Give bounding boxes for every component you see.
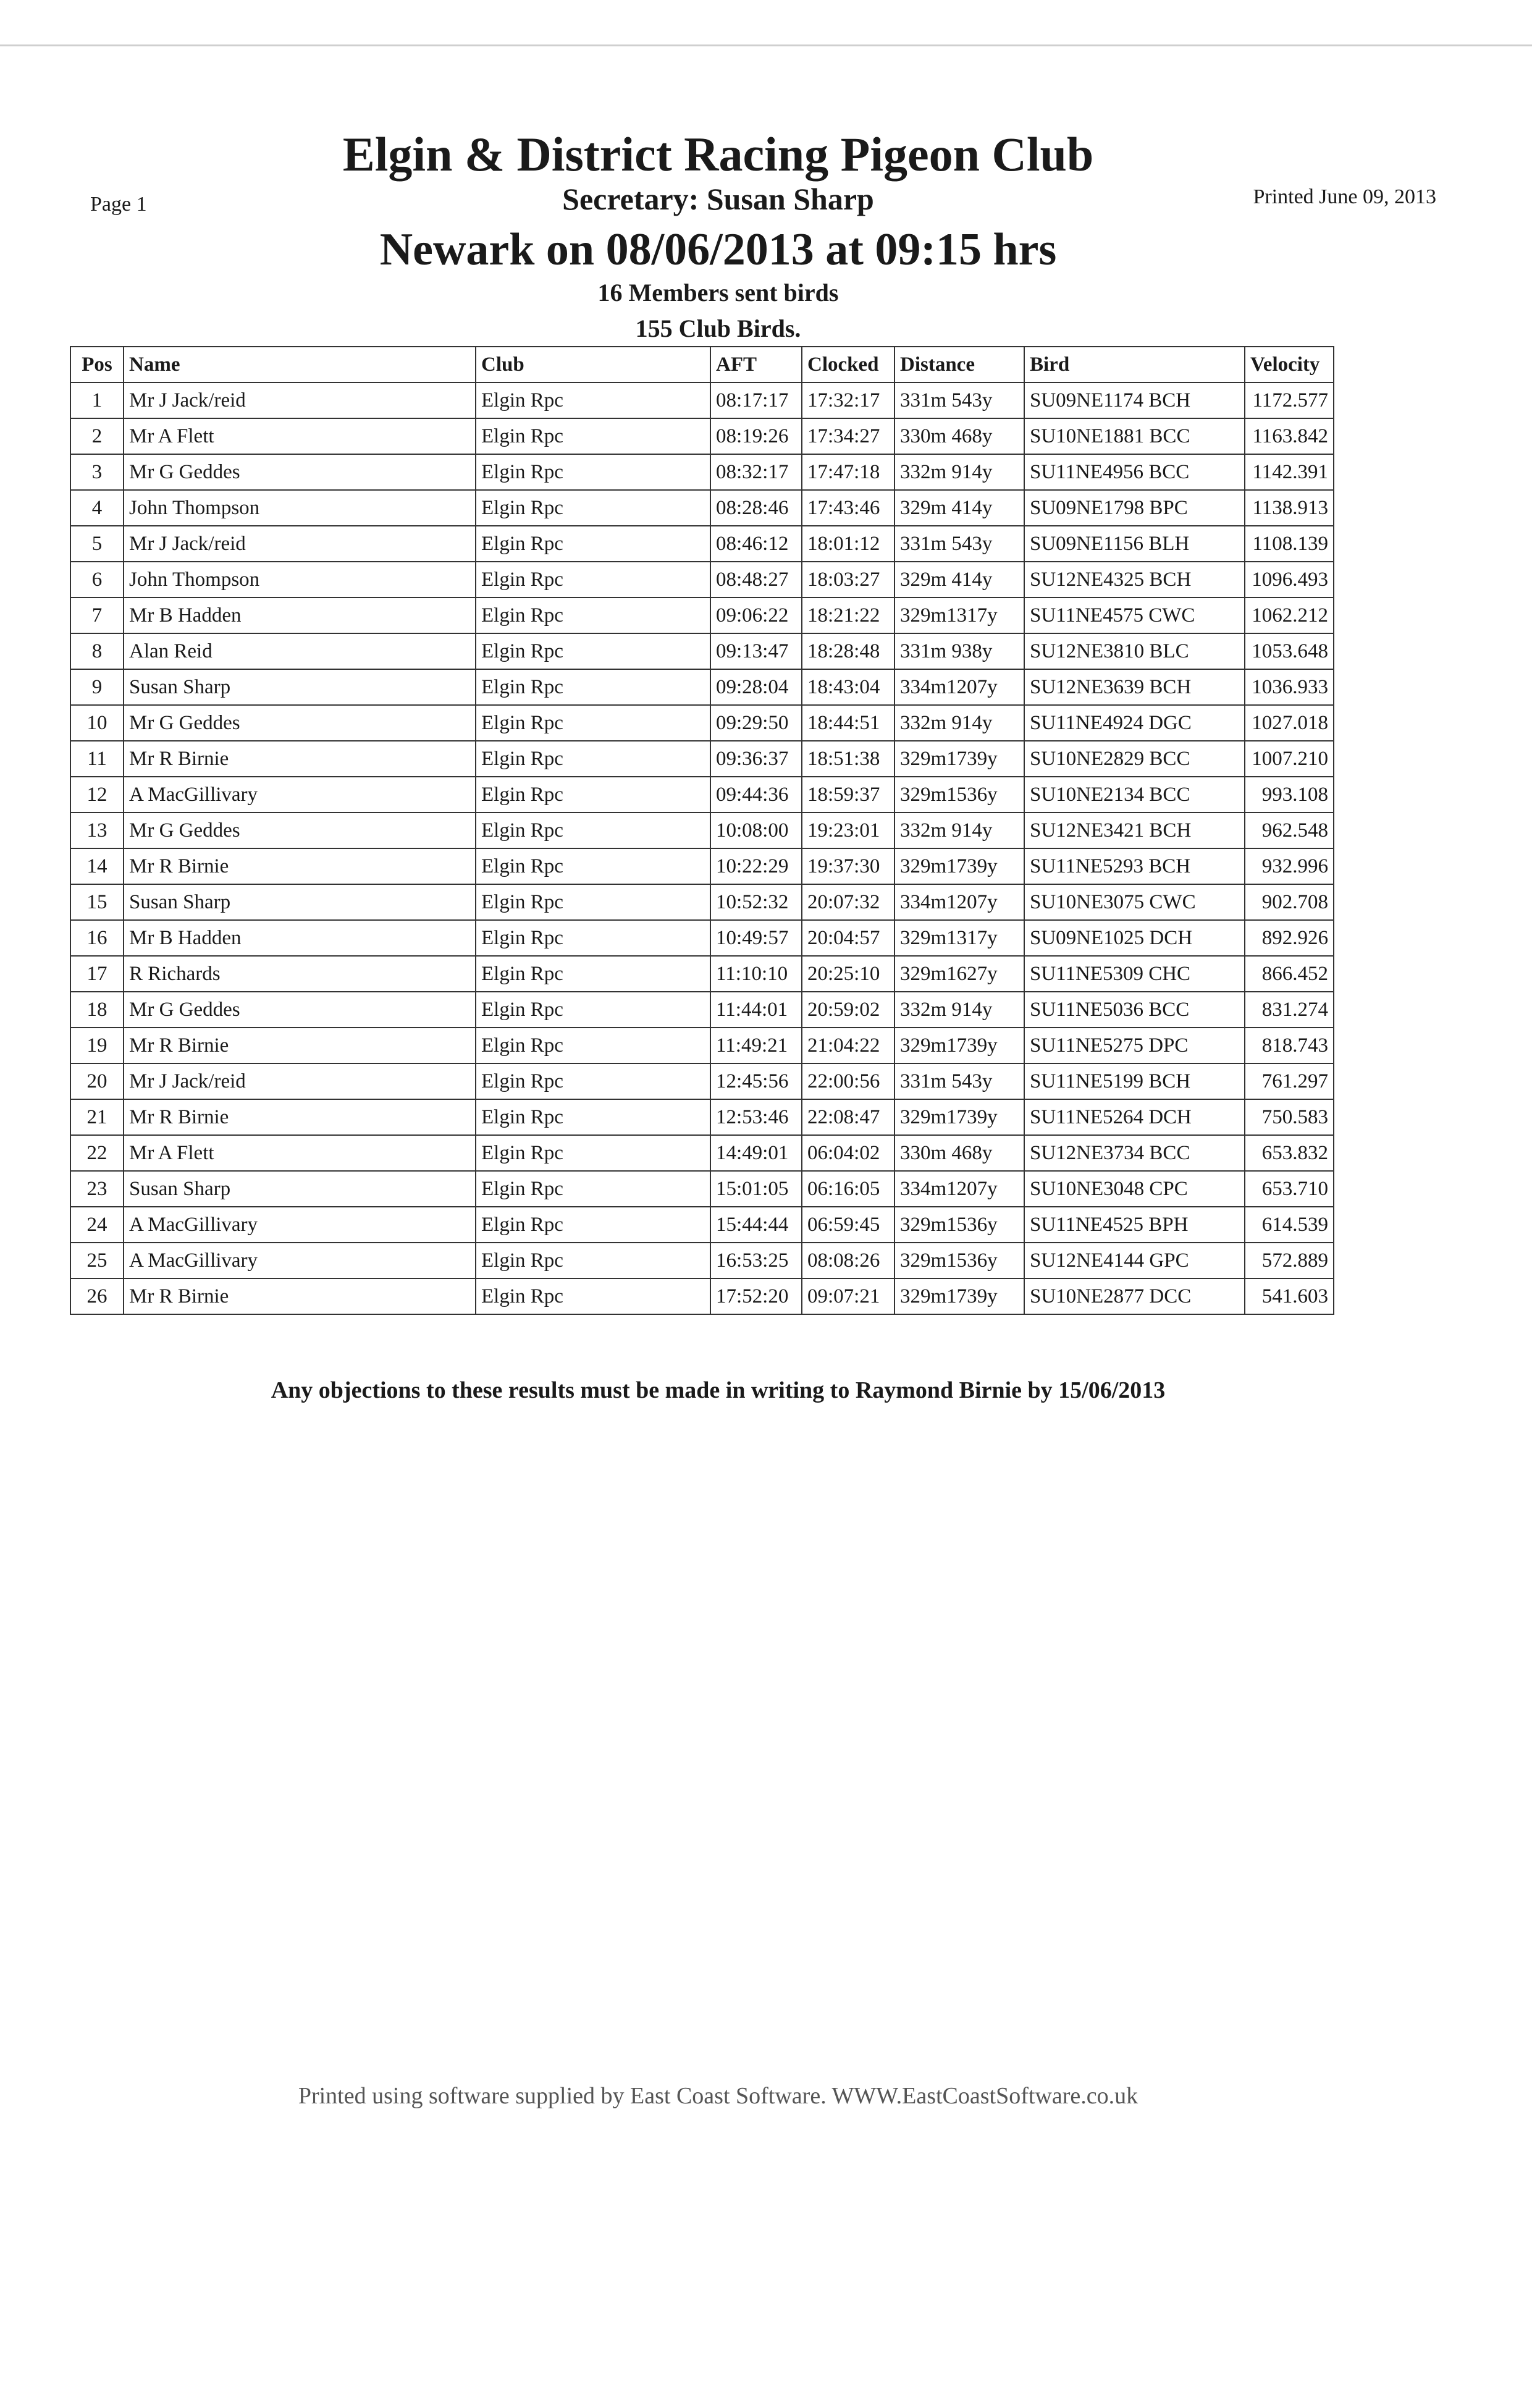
- pos-cell: 4: [70, 490, 124, 526]
- table-row: [70, 1099, 1334, 1135]
- clocked-cell: 20:07:32: [802, 884, 894, 920]
- distance-cell: 334m1207y: [894, 884, 1024, 920]
- club-cell: Elgin Rpc: [476, 490, 710, 526]
- velocity-cell: 1142.391: [1245, 454, 1334, 490]
- table-row: [70, 669, 1334, 705]
- bird-cell: SU11NE4575 CWC: [1024, 598, 1245, 633]
- clocked-cell: 17:34:27: [802, 418, 894, 454]
- pos-cell: 2: [70, 418, 124, 454]
- clocked-cell: 09:07:21: [802, 1278, 894, 1314]
- bird-cell: SU10NE2877 DCC: [1024, 1278, 1245, 1314]
- club-cell: Elgin Rpc: [476, 992, 710, 1028]
- bird-cell: SU12NE3810 BLC: [1024, 633, 1245, 669]
- bird-cell: SU11NE4924 DGC: [1024, 705, 1245, 741]
- name-cell: Mr G Geddes: [124, 813, 476, 848]
- clocked-cell: 18:03:27: [802, 562, 894, 598]
- distance-cell: 329m1317y: [894, 920, 1024, 956]
- bird-cell: SU09NE1798 BPC: [1024, 490, 1245, 526]
- pos-cell: 12: [70, 777, 124, 813]
- clocked-cell: 22:08:47: [802, 1099, 894, 1135]
- aft-cell: 17:52:20: [710, 1278, 802, 1314]
- clocked-cell: 18:59:37: [802, 777, 894, 813]
- pos-cell: 23: [70, 1171, 124, 1207]
- pos-cell: 15: [70, 884, 124, 920]
- velocity-cell: 750.583: [1245, 1099, 1334, 1135]
- clocked-cell: 20:59:02: [802, 992, 894, 1028]
- clocked-cell: 18:01:12: [802, 526, 894, 562]
- velocity-cell: 1036.933: [1245, 669, 1334, 705]
- pos-cell: 18: [70, 992, 124, 1028]
- name-cell: Mr J Jack/reid: [124, 526, 476, 562]
- printed-date: Printed June 09, 2013: [1253, 185, 1436, 208]
- aft-cell: 08:48:27: [710, 562, 802, 598]
- name-cell: A MacGillivary: [124, 777, 476, 813]
- table-row: [70, 633, 1334, 669]
- table-row: [70, 490, 1334, 526]
- aft-cell: 08:19:26: [710, 418, 802, 454]
- club-cell: Elgin Rpc: [476, 920, 710, 956]
- table-row: [70, 777, 1334, 813]
- velocity-cell: 1163.842: [1245, 418, 1334, 454]
- aft-cell: 09:29:50: [710, 705, 802, 741]
- velocity-cell: 932.996: [1245, 848, 1334, 884]
- bird-cell: SU10NE3048 CPC: [1024, 1171, 1245, 1207]
- velocity-cell: 1172.577: [1245, 382, 1334, 418]
- club-cell: Elgin Rpc: [476, 1278, 710, 1314]
- clocked-cell: 19:37:30: [802, 848, 894, 884]
- distance-cell: 332m 914y: [894, 813, 1024, 848]
- distance-cell: 329m1739y: [894, 741, 1024, 777]
- velocity-cell: 892.926: [1245, 920, 1334, 956]
- bird-cell: SU11NE5293 BCH: [1024, 848, 1245, 884]
- table-row: [70, 1063, 1334, 1099]
- name-cell: A MacGillivary: [124, 1243, 476, 1278]
- table-row: [70, 562, 1334, 598]
- name-cell: A MacGillivary: [124, 1207, 476, 1243]
- club-cell: Elgin Rpc: [476, 633, 710, 669]
- name-cell: Mr R Birnie: [124, 1099, 476, 1135]
- clocked-cell: 08:08:26: [802, 1243, 894, 1278]
- bird-cell: SU12NE3421 BCH: [1024, 813, 1245, 848]
- distance-cell: 329m1317y: [894, 598, 1024, 633]
- name-cell: Susan Sharp: [124, 1171, 476, 1207]
- club-cell: Elgin Rpc: [476, 1063, 710, 1099]
- aft-cell: 10:49:57: [710, 920, 802, 956]
- distance-cell: 329m1536y: [894, 1207, 1024, 1243]
- aft-cell: 12:53:46: [710, 1099, 802, 1135]
- aft-cell: 09:28:04: [710, 669, 802, 705]
- aft-cell: 15:44:44: [710, 1207, 802, 1243]
- pos-cell: 19: [70, 1028, 124, 1063]
- pos-cell: 16: [70, 920, 124, 956]
- distance-cell: 331m 543y: [894, 526, 1024, 562]
- aft-cell: 10:52:32: [710, 884, 802, 920]
- club-cell: Elgin Rpc: [476, 669, 710, 705]
- clocked-cell: 18:43:04: [802, 669, 894, 705]
- distance-cell: 329m1739y: [894, 1028, 1024, 1063]
- table-row: [70, 956, 1334, 992]
- table-row: [70, 454, 1334, 490]
- table-row: [70, 1278, 1334, 1314]
- bird-cell: SU11NE5264 DCH: [1024, 1099, 1245, 1135]
- table-row: [70, 741, 1334, 777]
- name-cell: Mr B Hadden: [124, 920, 476, 956]
- club-cell: Elgin Rpc: [476, 884, 710, 920]
- table-row: [70, 992, 1334, 1028]
- distance-cell: 331m 543y: [894, 1063, 1024, 1099]
- name-cell: Mr R Birnie: [124, 1278, 476, 1314]
- club-cell: Elgin Rpc: [476, 741, 710, 777]
- clocked-cell: 18:28:48: [802, 633, 894, 669]
- velocity-cell: 572.889: [1245, 1243, 1334, 1278]
- pos-cell: 5: [70, 526, 124, 562]
- name-cell: Mr R Birnie: [124, 848, 476, 884]
- bird-cell: SU11NE4525 BPH: [1024, 1207, 1245, 1243]
- club-cell: Elgin Rpc: [476, 705, 710, 741]
- aft-cell: 11:49:21: [710, 1028, 802, 1063]
- distance-cell: 329m1739y: [894, 848, 1024, 884]
- club-cell: Elgin Rpc: [476, 956, 710, 992]
- table-row: [70, 418, 1334, 454]
- velocity-cell: 653.832: [1245, 1135, 1334, 1171]
- clocked-cell: 20:04:57: [802, 920, 894, 956]
- distance-cell: 329m1536y: [894, 777, 1024, 813]
- aft-cell: 14:49:01: [710, 1135, 802, 1171]
- velocity-cell: 818.743: [1245, 1028, 1334, 1063]
- header-pos: Pos: [70, 347, 124, 382]
- clocked-cell: 17:43:46: [802, 490, 894, 526]
- clocked-cell: 18:44:51: [802, 705, 894, 741]
- club-cell: Elgin Rpc: [476, 454, 710, 490]
- velocity-cell: 902.708: [1245, 884, 1334, 920]
- velocity-cell: 1027.018: [1245, 705, 1334, 741]
- table-row: [70, 1135, 1334, 1171]
- header-name: Name: [124, 347, 476, 382]
- clocked-cell: 17:47:18: [802, 454, 894, 490]
- header-distance: Distance: [894, 347, 1024, 382]
- name-cell: Mr A Flett: [124, 418, 476, 454]
- distance-cell: 331m 938y: [894, 633, 1024, 669]
- name-cell: Susan Sharp: [124, 884, 476, 920]
- club-cell: Elgin Rpc: [476, 382, 710, 418]
- club-cell: Elgin Rpc: [476, 598, 710, 633]
- bird-cell: SU10NE2134 BCC: [1024, 777, 1245, 813]
- club-cell: Elgin Rpc: [476, 418, 710, 454]
- distance-cell: 330m 468y: [894, 1135, 1024, 1171]
- name-cell: Mr R Birnie: [124, 741, 476, 777]
- clocked-cell: 06:59:45: [802, 1207, 894, 1243]
- aft-cell: 16:53:25: [710, 1243, 802, 1278]
- club-cell: Elgin Rpc: [476, 562, 710, 598]
- distance-cell: 334m1207y: [894, 1171, 1024, 1207]
- distance-cell: 329m1627y: [894, 956, 1024, 992]
- pos-cell: 11: [70, 741, 124, 777]
- bird-cell: SU11NE5199 BCH: [1024, 1063, 1245, 1099]
- bird-cell: SU11NE5036 BCC: [1024, 992, 1245, 1028]
- clocked-cell: 06:04:02: [802, 1135, 894, 1171]
- name-cell: Mr B Hadden: [124, 598, 476, 633]
- name-cell: John Thompson: [124, 490, 476, 526]
- table-row: [70, 1243, 1334, 1278]
- distance-cell: 334m1207y: [894, 669, 1024, 705]
- distance-cell: 331m 543y: [894, 382, 1024, 418]
- aft-cell: 12:45:56: [710, 1063, 802, 1099]
- clocked-cell: 19:23:01: [802, 813, 894, 848]
- aft-cell: 15:01:05: [710, 1171, 802, 1207]
- clocked-cell: 20:25:10: [802, 956, 894, 992]
- bird-cell: SU11NE5309 CHC: [1024, 956, 1245, 992]
- distance-cell: 332m 914y: [894, 705, 1024, 741]
- aft-cell: 08:32:17: [710, 454, 802, 490]
- club-birds-count: 155 Club Birds.: [635, 315, 801, 342]
- pos-cell: 8: [70, 633, 124, 669]
- distance-cell: 332m 914y: [894, 454, 1024, 490]
- table-row: [70, 813, 1334, 848]
- velocity-cell: 653.710: [1245, 1171, 1334, 1207]
- clocked-cell: 22:00:56: [802, 1063, 894, 1099]
- bird-cell: SU09NE1156 BLH: [1024, 526, 1245, 562]
- pos-cell: 24: [70, 1207, 124, 1243]
- name-cell: Susan Sharp: [124, 669, 476, 705]
- aft-cell: 09:44:36: [710, 777, 802, 813]
- club-title: Elgin & District Racing Pigeon Club: [342, 127, 1094, 181]
- pos-cell: 25: [70, 1243, 124, 1278]
- club-cell: Elgin Rpc: [476, 526, 710, 562]
- club-cell: Elgin Rpc: [476, 1099, 710, 1135]
- bird-cell: SU11NE4956 BCC: [1024, 454, 1245, 490]
- objections-notice: Any objections to these results must be made in writing to Raymond Birnie by 15/06/2013: [271, 1377, 1166, 1403]
- bird-cell: SU12NE3639 BCH: [1024, 669, 1245, 705]
- pos-cell: 13: [70, 813, 124, 848]
- pos-cell: 3: [70, 454, 124, 490]
- aft-cell: 08:46:12: [710, 526, 802, 562]
- distance-cell: 332m 914y: [894, 992, 1024, 1028]
- club-cell: Elgin Rpc: [476, 1243, 710, 1278]
- pos-cell: 17: [70, 956, 124, 992]
- aft-cell: 10:22:29: [710, 848, 802, 884]
- pos-cell: 21: [70, 1099, 124, 1135]
- header-aft: AFT: [710, 347, 802, 382]
- velocity-cell: 614.539: [1245, 1207, 1334, 1243]
- aft-cell: 11:10:10: [710, 956, 802, 992]
- table-row: [70, 848, 1334, 884]
- header-velocity: Velocity: [1245, 347, 1334, 382]
- aft-cell: 08:28:46: [710, 490, 802, 526]
- pos-cell: 20: [70, 1063, 124, 1099]
- name-cell: Mr J Jack/reid: [124, 1063, 476, 1099]
- clocked-cell: 18:21:22: [802, 598, 894, 633]
- table-row: [70, 1028, 1334, 1063]
- bird-cell: SU12NE4144 GPC: [1024, 1243, 1245, 1278]
- pos-cell: 6: [70, 562, 124, 598]
- velocity-cell: 866.452: [1245, 956, 1334, 992]
- velocity-cell: 1007.210: [1245, 741, 1334, 777]
- pos-cell: 1: [70, 382, 124, 418]
- members-count: 16 Members sent birds: [597, 279, 839, 306]
- clocked-cell: 18:51:38: [802, 741, 894, 777]
- aft-cell: 08:17:17: [710, 382, 802, 418]
- velocity-cell: 1138.913: [1245, 490, 1334, 526]
- clocked-cell: 06:16:05: [802, 1171, 894, 1207]
- club-cell: Elgin Rpc: [476, 1135, 710, 1171]
- bird-cell: SU12NE3734 BCC: [1024, 1135, 1245, 1171]
- secretary-line: Secretary: Susan Sharp: [562, 182, 874, 216]
- distance-cell: 329m1739y: [894, 1278, 1024, 1314]
- table-header-row: [70, 347, 1334, 382]
- bird-cell: SU09NE1025 DCH: [1024, 920, 1245, 956]
- aft-cell: 11:44:01: [710, 992, 802, 1028]
- club-cell: Elgin Rpc: [476, 813, 710, 848]
- page-number: Page 1: [90, 193, 147, 216]
- velocity-cell: 831.274: [1245, 992, 1334, 1028]
- header-club: Club: [476, 347, 710, 382]
- header-bird: Bird: [1024, 347, 1245, 382]
- clocked-cell: 17:32:17: [802, 382, 894, 418]
- name-cell: Mr A Flett: [124, 1135, 476, 1171]
- club-cell: Elgin Rpc: [476, 1028, 710, 1063]
- table-row: [70, 705, 1334, 741]
- bird-cell: SU12NE4325 BCH: [1024, 562, 1245, 598]
- velocity-cell: 1053.648: [1245, 633, 1334, 669]
- table-row: [70, 1171, 1334, 1207]
- name-cell: Mr G Geddes: [124, 454, 476, 490]
- pos-cell: 14: [70, 848, 124, 884]
- bird-cell: SU10NE2829 BCC: [1024, 741, 1245, 777]
- pos-cell: 10: [70, 705, 124, 741]
- name-cell: R Richards: [124, 956, 476, 992]
- table-row: [70, 526, 1334, 562]
- aft-cell: 10:08:00: [710, 813, 802, 848]
- header-clocked: Clocked: [802, 347, 894, 382]
- pos-cell: 7: [70, 598, 124, 633]
- name-cell: John Thompson: [124, 562, 476, 598]
- velocity-cell: 541.603: [1245, 1278, 1334, 1314]
- pos-cell: 22: [70, 1135, 124, 1171]
- pos-cell: 9: [70, 669, 124, 705]
- velocity-cell: 1108.139: [1245, 526, 1334, 562]
- velocity-cell: 761.297: [1245, 1063, 1334, 1099]
- club-cell: Elgin Rpc: [476, 1207, 710, 1243]
- bird-cell: SU10NE1881 BCC: [1024, 418, 1245, 454]
- table-row: [70, 1207, 1334, 1243]
- table-row: [70, 920, 1334, 956]
- clocked-cell: 21:04:22: [802, 1028, 894, 1063]
- table-row: [70, 382, 1334, 418]
- table-row: [70, 598, 1334, 633]
- bird-cell: SU09NE1174 BCH: [1024, 382, 1245, 418]
- race-title: Newark on 08/06/2013 at 09:15 hrs: [379, 224, 1057, 275]
- distance-cell: 329m1536y: [894, 1243, 1024, 1278]
- velocity-cell: 1062.212: [1245, 598, 1334, 633]
- club-cell: Elgin Rpc: [476, 848, 710, 884]
- pos-cell: 26: [70, 1278, 124, 1314]
- distance-cell: 329m1739y: [894, 1099, 1024, 1135]
- results-table: [70, 346, 1334, 1315]
- distance-cell: 329m 414y: [894, 490, 1024, 526]
- velocity-cell: 1096.493: [1245, 562, 1334, 598]
- club-cell: Elgin Rpc: [476, 1171, 710, 1207]
- bird-cell: SU11NE5275 DPC: [1024, 1028, 1245, 1063]
- aft-cell: 09:06:22: [710, 598, 802, 633]
- distance-cell: 329m 414y: [894, 562, 1024, 598]
- table-row: [70, 884, 1334, 920]
- software-footer: Printed using software supplied by East Coast Software. WWW.EastCoastSoftware.co.uk: [298, 2083, 1138, 2109]
- scan-edge-line: [0, 44, 1532, 46]
- name-cell: Mr J Jack/reid: [124, 382, 476, 418]
- aft-cell: 09:36:37: [710, 741, 802, 777]
- name-cell: Mr R Birnie: [124, 1028, 476, 1063]
- velocity-cell: 993.108: [1245, 777, 1334, 813]
- club-cell: Elgin Rpc: [476, 777, 710, 813]
- name-cell: Mr G Geddes: [124, 705, 476, 741]
- distance-cell: 330m 468y: [894, 418, 1024, 454]
- aft-cell: 09:13:47: [710, 633, 802, 669]
- bird-cell: SU10NE3075 CWC: [1024, 884, 1245, 920]
- name-cell: Mr G Geddes: [124, 992, 476, 1028]
- velocity-cell: 962.548: [1245, 813, 1334, 848]
- name-cell: Alan Reid: [124, 633, 476, 669]
